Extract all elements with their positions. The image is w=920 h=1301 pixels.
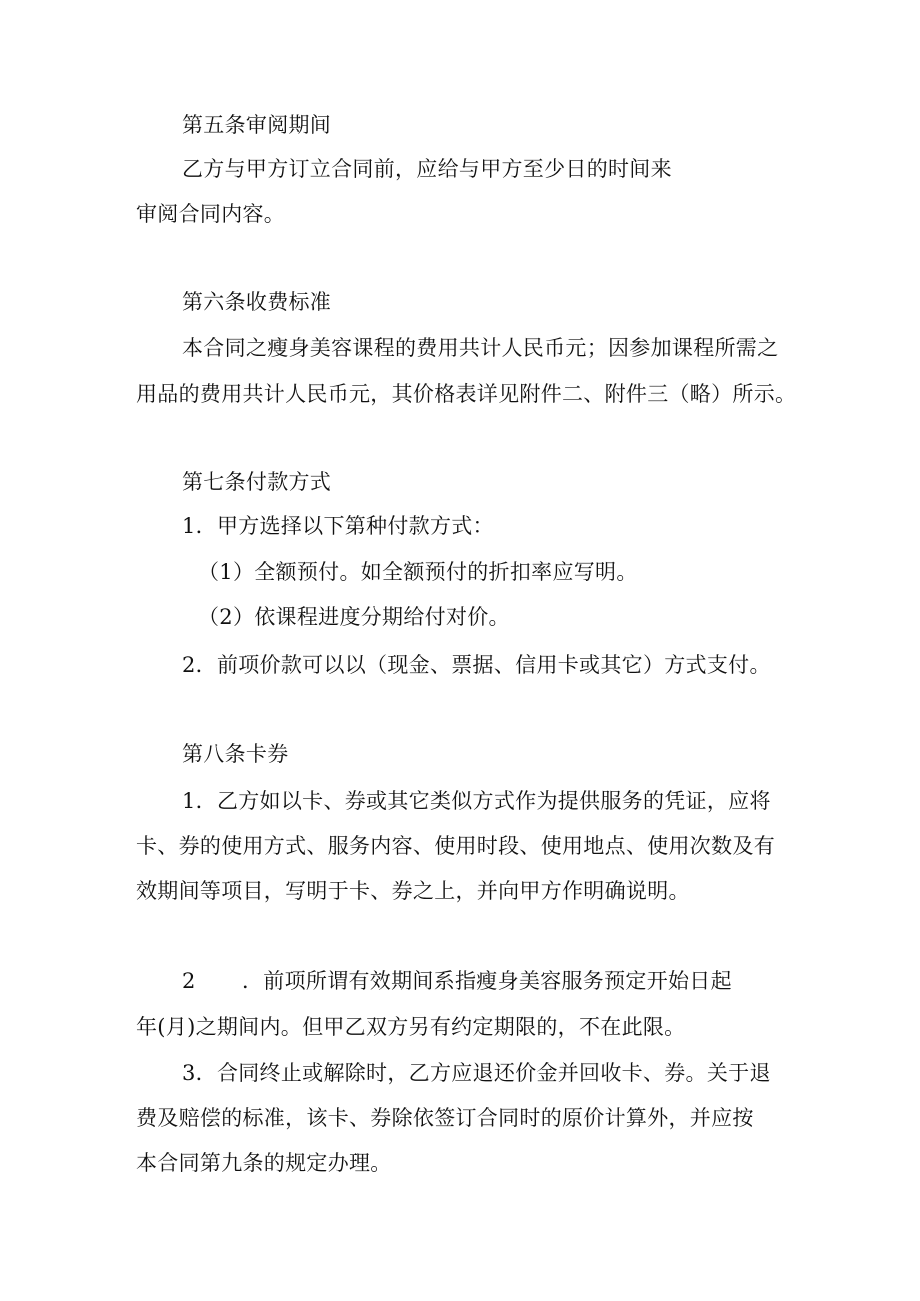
article8-item3-line1: 3．合同终止或解除时，乙方应退还价金并回收卡、券。关于退 [182, 1061, 771, 1085]
article6-body-line2: 用品的费用共计人民币元，其价格表详见附件二、附件三（略）所示。 [136, 382, 797, 406]
article8-item3-line2: 费及赔偿的标准，该卡、券除依签订合同时的原价计算外，并应按 [136, 1106, 754, 1130]
article8-heading: 第八条卡券 [182, 742, 289, 766]
article8-item3-line3: 本合同第九条的规定办理。 [136, 1151, 392, 1175]
article8-item1-line1: 1．乙方如以卡、券或其它类似方式作为提供服务的凭证，应将 [182, 789, 771, 813]
article5-heading: 第五条审阅期间 [182, 113, 332, 137]
article8-item2-line2: 年(月)之期间内。但甲乙双方另有约定期限的，不在此限。 [136, 1015, 686, 1039]
article7-item2: 2．前项价款可以以（现金、票据、信用卡或其它）方式支付。 [182, 653, 771, 677]
article8-item1-line2: 卡、券的使用方式、服务内容、使用时段、使用地点、使用次数及有 [136, 834, 775, 858]
article8-item1-line3: 效期间等项目，写明于卡、券之上，并向甲方作明确说明。 [136, 879, 690, 903]
article6-body-line1: 本合同之瘦身美容课程的费用共计人民币元；因参加课程所需之 [182, 336, 779, 360]
article7-option1: （1）全额预付。如全额预付的折扣率应写明。 [198, 560, 638, 584]
article8-item2-line1: ．前项所谓有效期间系指瘦身美容服务预定开始日起 [242, 969, 732, 993]
article8-item2-number: 2 [182, 969, 196, 993]
article7-heading: 第七条付款方式 [182, 470, 332, 494]
article5-body-line1: 乙方与甲方订立合同前，应给与甲方至少日的时间来 [182, 157, 672, 181]
article7-option2: （2）依课程进度分期给付对价。 [198, 605, 510, 629]
article6-heading: 第六条收费标准 [182, 290, 332, 314]
article5-body-line2: 审阅合同内容。 [136, 202, 286, 226]
article7-item1: 1．甲方选择以下第种付款方式： [182, 514, 494, 538]
